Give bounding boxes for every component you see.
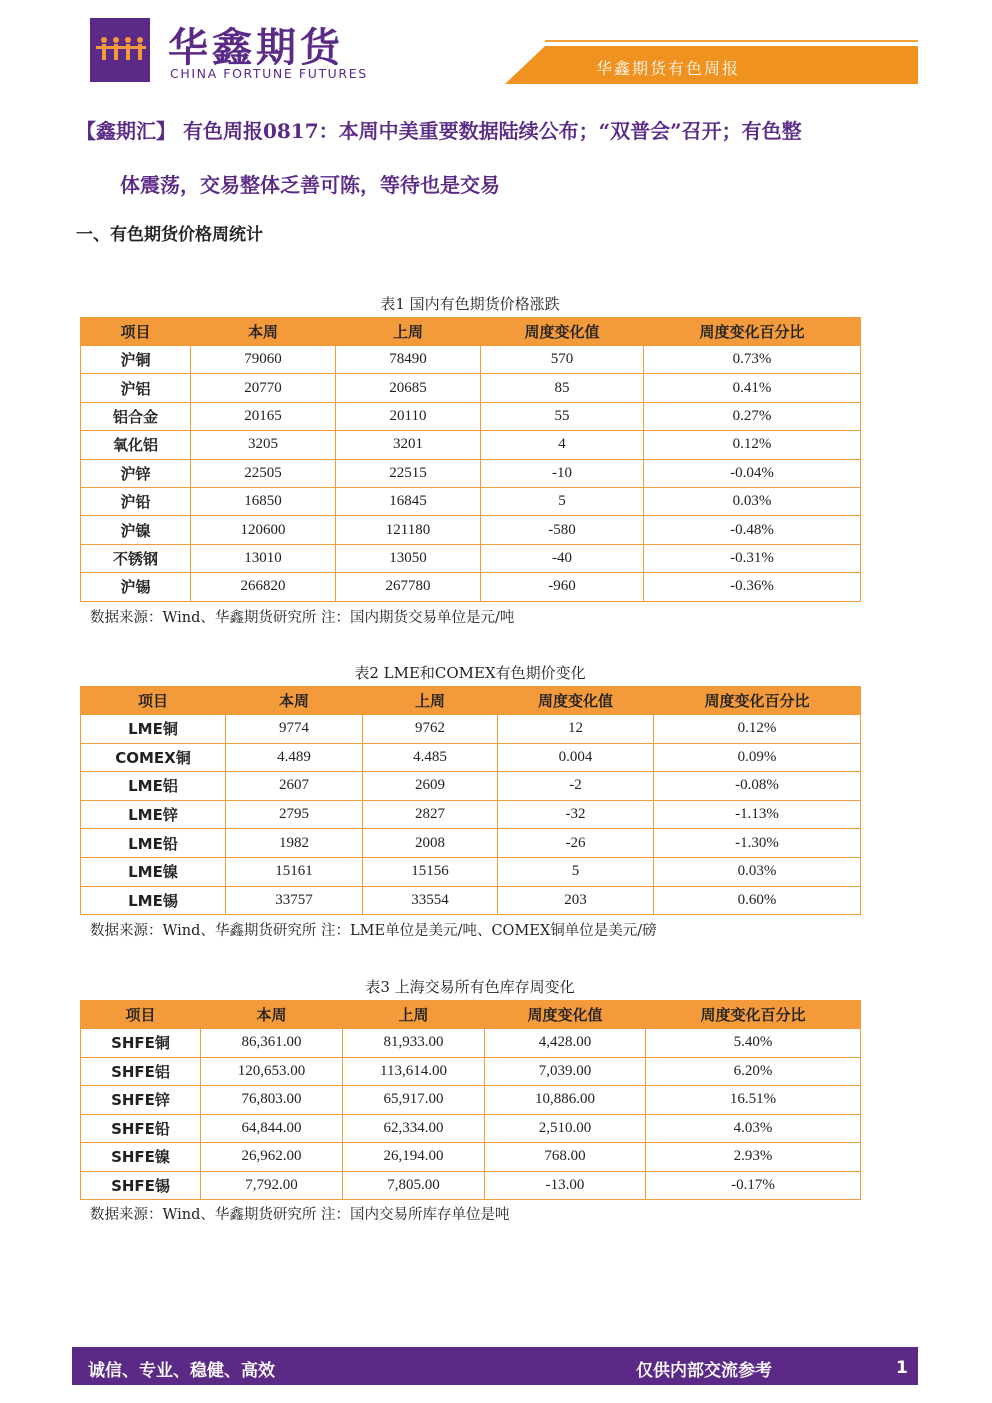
page-number: 1 — [896, 1358, 908, 1378]
row-label-cell: SHFE铅 — [81, 1114, 201, 1143]
table1-caption: 表1 国内有色期货价格涨跌 — [380, 295, 560, 313]
value-cell: 20165 — [191, 402, 336, 430]
logo-figures-icon — [90, 18, 150, 82]
row-label-cell: SHFE镍 — [81, 1143, 201, 1172]
value-cell: 16.51% — [646, 1086, 861, 1115]
section-heading: 一、有色期货价格周统计 — [76, 225, 263, 245]
row-label-cell: 不锈钢 — [81, 544, 191, 572]
column-header: 周度变化百分比 — [654, 687, 861, 715]
row-label-cell: SHFE铝 — [81, 1057, 201, 1086]
table-header-row — [81, 1001, 861, 1029]
row-label-cell: 氧化铝 — [81, 431, 191, 459]
value-cell: -13.00 — [485, 1171, 646, 1200]
value-cell: 16845 — [336, 487, 481, 515]
logo-chinese-name: 华鑫期货 — [168, 25, 344, 71]
value-cell: 22505 — [191, 459, 336, 487]
value-cell: 4.485 — [363, 743, 498, 772]
value-cell: 267780 — [336, 573, 481, 601]
table-row — [81, 402, 861, 430]
column-header: 本周 — [191, 318, 336, 346]
value-cell: 78490 — [336, 346, 481, 374]
value-cell: 4.03% — [646, 1114, 861, 1143]
value-cell: 2,510.00 — [485, 1114, 646, 1143]
value-cell: 2827 — [363, 800, 498, 829]
value-cell: 7,039.00 — [485, 1057, 646, 1086]
table-row — [81, 1029, 861, 1058]
value-cell: -0.48% — [644, 516, 861, 544]
column-header: 周度变化值 — [485, 1001, 646, 1029]
value-cell: 3201 — [336, 431, 481, 459]
value-cell: 26,962.00 — [201, 1143, 343, 1172]
value-cell: 15161 — [226, 857, 363, 886]
value-cell: 6.20% — [646, 1057, 861, 1086]
row-label-cell: 沪锡 — [81, 573, 191, 601]
column-header: 上周 — [343, 1001, 485, 1029]
value-cell: 9774 — [226, 715, 363, 744]
table-row — [81, 573, 861, 601]
value-cell: -2 — [498, 772, 654, 801]
table-row — [81, 544, 861, 572]
value-cell: -0.36% — [644, 573, 861, 601]
value-cell: 2607 — [226, 772, 363, 801]
row-label-cell: 沪铜 — [81, 346, 191, 374]
value-cell: 0.004 — [498, 743, 654, 772]
value-cell: 13050 — [336, 544, 481, 572]
value-cell: 570 — [481, 346, 644, 374]
row-label-cell: 沪铅 — [81, 487, 191, 515]
value-cell: 62,334.00 — [343, 1114, 485, 1143]
column-header: 周度变化百分比 — [644, 318, 861, 346]
table-row — [81, 829, 861, 858]
table-row — [81, 1086, 861, 1115]
value-cell: 76,803.00 — [201, 1086, 343, 1115]
value-cell: 203 — [498, 886, 654, 915]
value-cell: 9762 — [363, 715, 498, 744]
table-row — [81, 1171, 861, 1200]
row-label-cell: SHFE铜 — [81, 1029, 201, 1058]
table3-caption: 表3 上海交易所有色库存周变化 — [365, 978, 575, 996]
value-cell: 5 — [481, 487, 644, 515]
value-cell: -0.08% — [654, 772, 861, 801]
table-row — [81, 857, 861, 886]
table-row — [81, 431, 861, 459]
value-cell: 81,933.00 — [343, 1029, 485, 1058]
value-cell: 3205 — [191, 431, 336, 459]
value-cell: 4,428.00 — [485, 1029, 646, 1058]
value-cell: 86,361.00 — [201, 1029, 343, 1058]
value-cell: 0.12% — [654, 715, 861, 744]
value-cell: 7,805.00 — [343, 1171, 485, 1200]
value-cell: -1.30% — [654, 829, 861, 858]
logo-english-name: CHINA FORTUNE FUTURES — [170, 66, 368, 81]
value-cell: 1982 — [226, 829, 363, 858]
value-cell: 2008 — [363, 829, 498, 858]
value-cell: 22515 — [336, 459, 481, 487]
row-label-cell: 沪镍 — [81, 516, 191, 544]
table-row — [81, 743, 861, 772]
value-cell: 5.40% — [646, 1029, 861, 1058]
value-cell: 266820 — [191, 573, 336, 601]
value-cell: 2609 — [363, 772, 498, 801]
value-cell: -40 — [481, 544, 644, 572]
value-cell: 33554 — [363, 886, 498, 915]
table-row — [81, 516, 861, 544]
row-label-cell: COMEX铜 — [81, 743, 226, 772]
value-cell: -0.04% — [644, 459, 861, 487]
value-cell: 4 — [481, 431, 644, 459]
value-cell: -1.13% — [654, 800, 861, 829]
value-cell: 120600 — [191, 516, 336, 544]
value-cell: 15156 — [363, 857, 498, 886]
column-header: 上周 — [363, 687, 498, 715]
table-header-row — [81, 687, 861, 715]
value-cell: 20770 — [191, 374, 336, 402]
row-label-cell: LME锌 — [81, 800, 226, 829]
value-cell: 121180 — [336, 516, 481, 544]
column-header: 项目 — [81, 318, 191, 346]
table-row — [81, 459, 861, 487]
value-cell: 2795 — [226, 800, 363, 829]
table-row — [81, 715, 861, 744]
value-cell: 16850 — [191, 487, 336, 515]
company-logo — [90, 18, 150, 82]
value-cell: 65,917.00 — [343, 1086, 485, 1115]
row-label-cell: LME铅 — [81, 829, 226, 858]
table-row — [81, 772, 861, 801]
table2-caption: 表2 LME和COMEX有色期价变化 — [354, 664, 586, 682]
row-label-cell: LME锡 — [81, 886, 226, 915]
table1-source-note: 数据来源：Wind、华鑫期货研究所 注：国内期货交易单位是元/吨 — [90, 610, 515, 626]
value-cell: 26,194.00 — [343, 1143, 485, 1172]
row-label-cell: SHFE锌 — [81, 1086, 201, 1115]
value-cell: 64,844.00 — [201, 1114, 343, 1143]
row-label-cell: SHFE锡 — [81, 1171, 201, 1200]
row-label-cell: LME铝 — [81, 772, 226, 801]
table-row — [81, 374, 861, 402]
value-cell: 113,614.00 — [343, 1057, 485, 1086]
table-header-row — [81, 318, 861, 346]
value-cell: 120,653.00 — [201, 1057, 343, 1086]
report-title-line2: 体震荡，交易整体乏善可陈，等待也是交易 — [120, 173, 500, 197]
value-cell: 0.09% — [654, 743, 861, 772]
row-label-cell: 沪铝 — [81, 374, 191, 402]
value-cell: 0.41% — [644, 374, 861, 402]
row-label-cell: 铝合金 — [81, 402, 191, 430]
value-cell: -960 — [481, 573, 644, 601]
table-row — [81, 487, 861, 515]
row-label-cell: 沪锌 — [81, 459, 191, 487]
value-cell: 0.12% — [644, 431, 861, 459]
row-label-cell: LME铜 — [81, 715, 226, 744]
table-row — [81, 346, 861, 374]
value-cell: 0.03% — [644, 487, 861, 515]
table-row — [81, 1143, 861, 1172]
column-header: 周度变化值 — [481, 318, 644, 346]
value-cell: 0.60% — [654, 886, 861, 915]
column-header: 本周 — [201, 1001, 343, 1029]
table3-source-note: 数据来源：Wind、华鑫期货研究所 注：国内交易所库存单位是吨 — [90, 1207, 510, 1223]
value-cell: 0.27% — [644, 402, 861, 430]
footer-slogan: 诚信、专业、稳健、高效 — [88, 1361, 275, 1381]
row-label-cell: LME镍 — [81, 857, 226, 886]
value-cell: -26 — [498, 829, 654, 858]
table-row — [81, 1057, 861, 1086]
value-cell: 768.00 — [485, 1143, 646, 1172]
value-cell: 0.73% — [644, 346, 861, 374]
value-cell: 20685 — [336, 374, 481, 402]
value-cell: 20110 — [336, 402, 481, 430]
value-cell: -0.17% — [646, 1171, 861, 1200]
column-header: 周度变化百分比 — [646, 1001, 861, 1029]
column-header: 项目 — [81, 1001, 201, 1029]
table2-source-note: 数据来源：Wind、华鑫期货研究所 注：LME单位是美元/吨、COMEX铜单位是美元/磅 — [90, 923, 657, 939]
value-cell: 55 — [481, 402, 644, 430]
value-cell: 79060 — [191, 346, 336, 374]
report-name: 华鑫期货有色周报 — [596, 59, 741, 78]
value-cell: 13010 — [191, 544, 336, 572]
value-cell: 85 — [481, 374, 644, 402]
value-cell: -0.31% — [644, 544, 861, 572]
value-cell: 12 — [498, 715, 654, 744]
value-cell: 33757 — [226, 886, 363, 915]
value-cell: 7,792.00 — [201, 1171, 343, 1200]
value-cell: 2.93% — [646, 1143, 861, 1172]
column-header: 上周 — [336, 318, 481, 346]
value-cell: -580 — [481, 516, 644, 544]
table-row — [81, 1114, 861, 1143]
value-cell: -32 — [498, 800, 654, 829]
value-cell: 4.489 — [226, 743, 363, 772]
header-rule — [545, 40, 918, 42]
value-cell: -10 — [481, 459, 644, 487]
report-title-line1: 【鑫期汇】 有色周报0817：本周中美重要数据陆续公布；“双普会”召开；有色整 — [76, 119, 802, 143]
value-cell: 10,886.00 — [485, 1086, 646, 1115]
table-row — [81, 800, 861, 829]
footer-disclaimer: 仅供内部交流参考 — [636, 1361, 772, 1381]
value-cell: 0.03% — [654, 857, 861, 886]
column-header: 周度变化值 — [498, 687, 654, 715]
column-header: 本周 — [226, 687, 363, 715]
table1-domestic-prices — [80, 317, 861, 602]
value-cell: 5 — [498, 857, 654, 886]
table-row — [81, 886, 861, 915]
table2-lme-comex-prices — [80, 686, 861, 915]
table3-shfe-inventory — [80, 1000, 861, 1200]
column-header: 项目 — [81, 687, 226, 715]
